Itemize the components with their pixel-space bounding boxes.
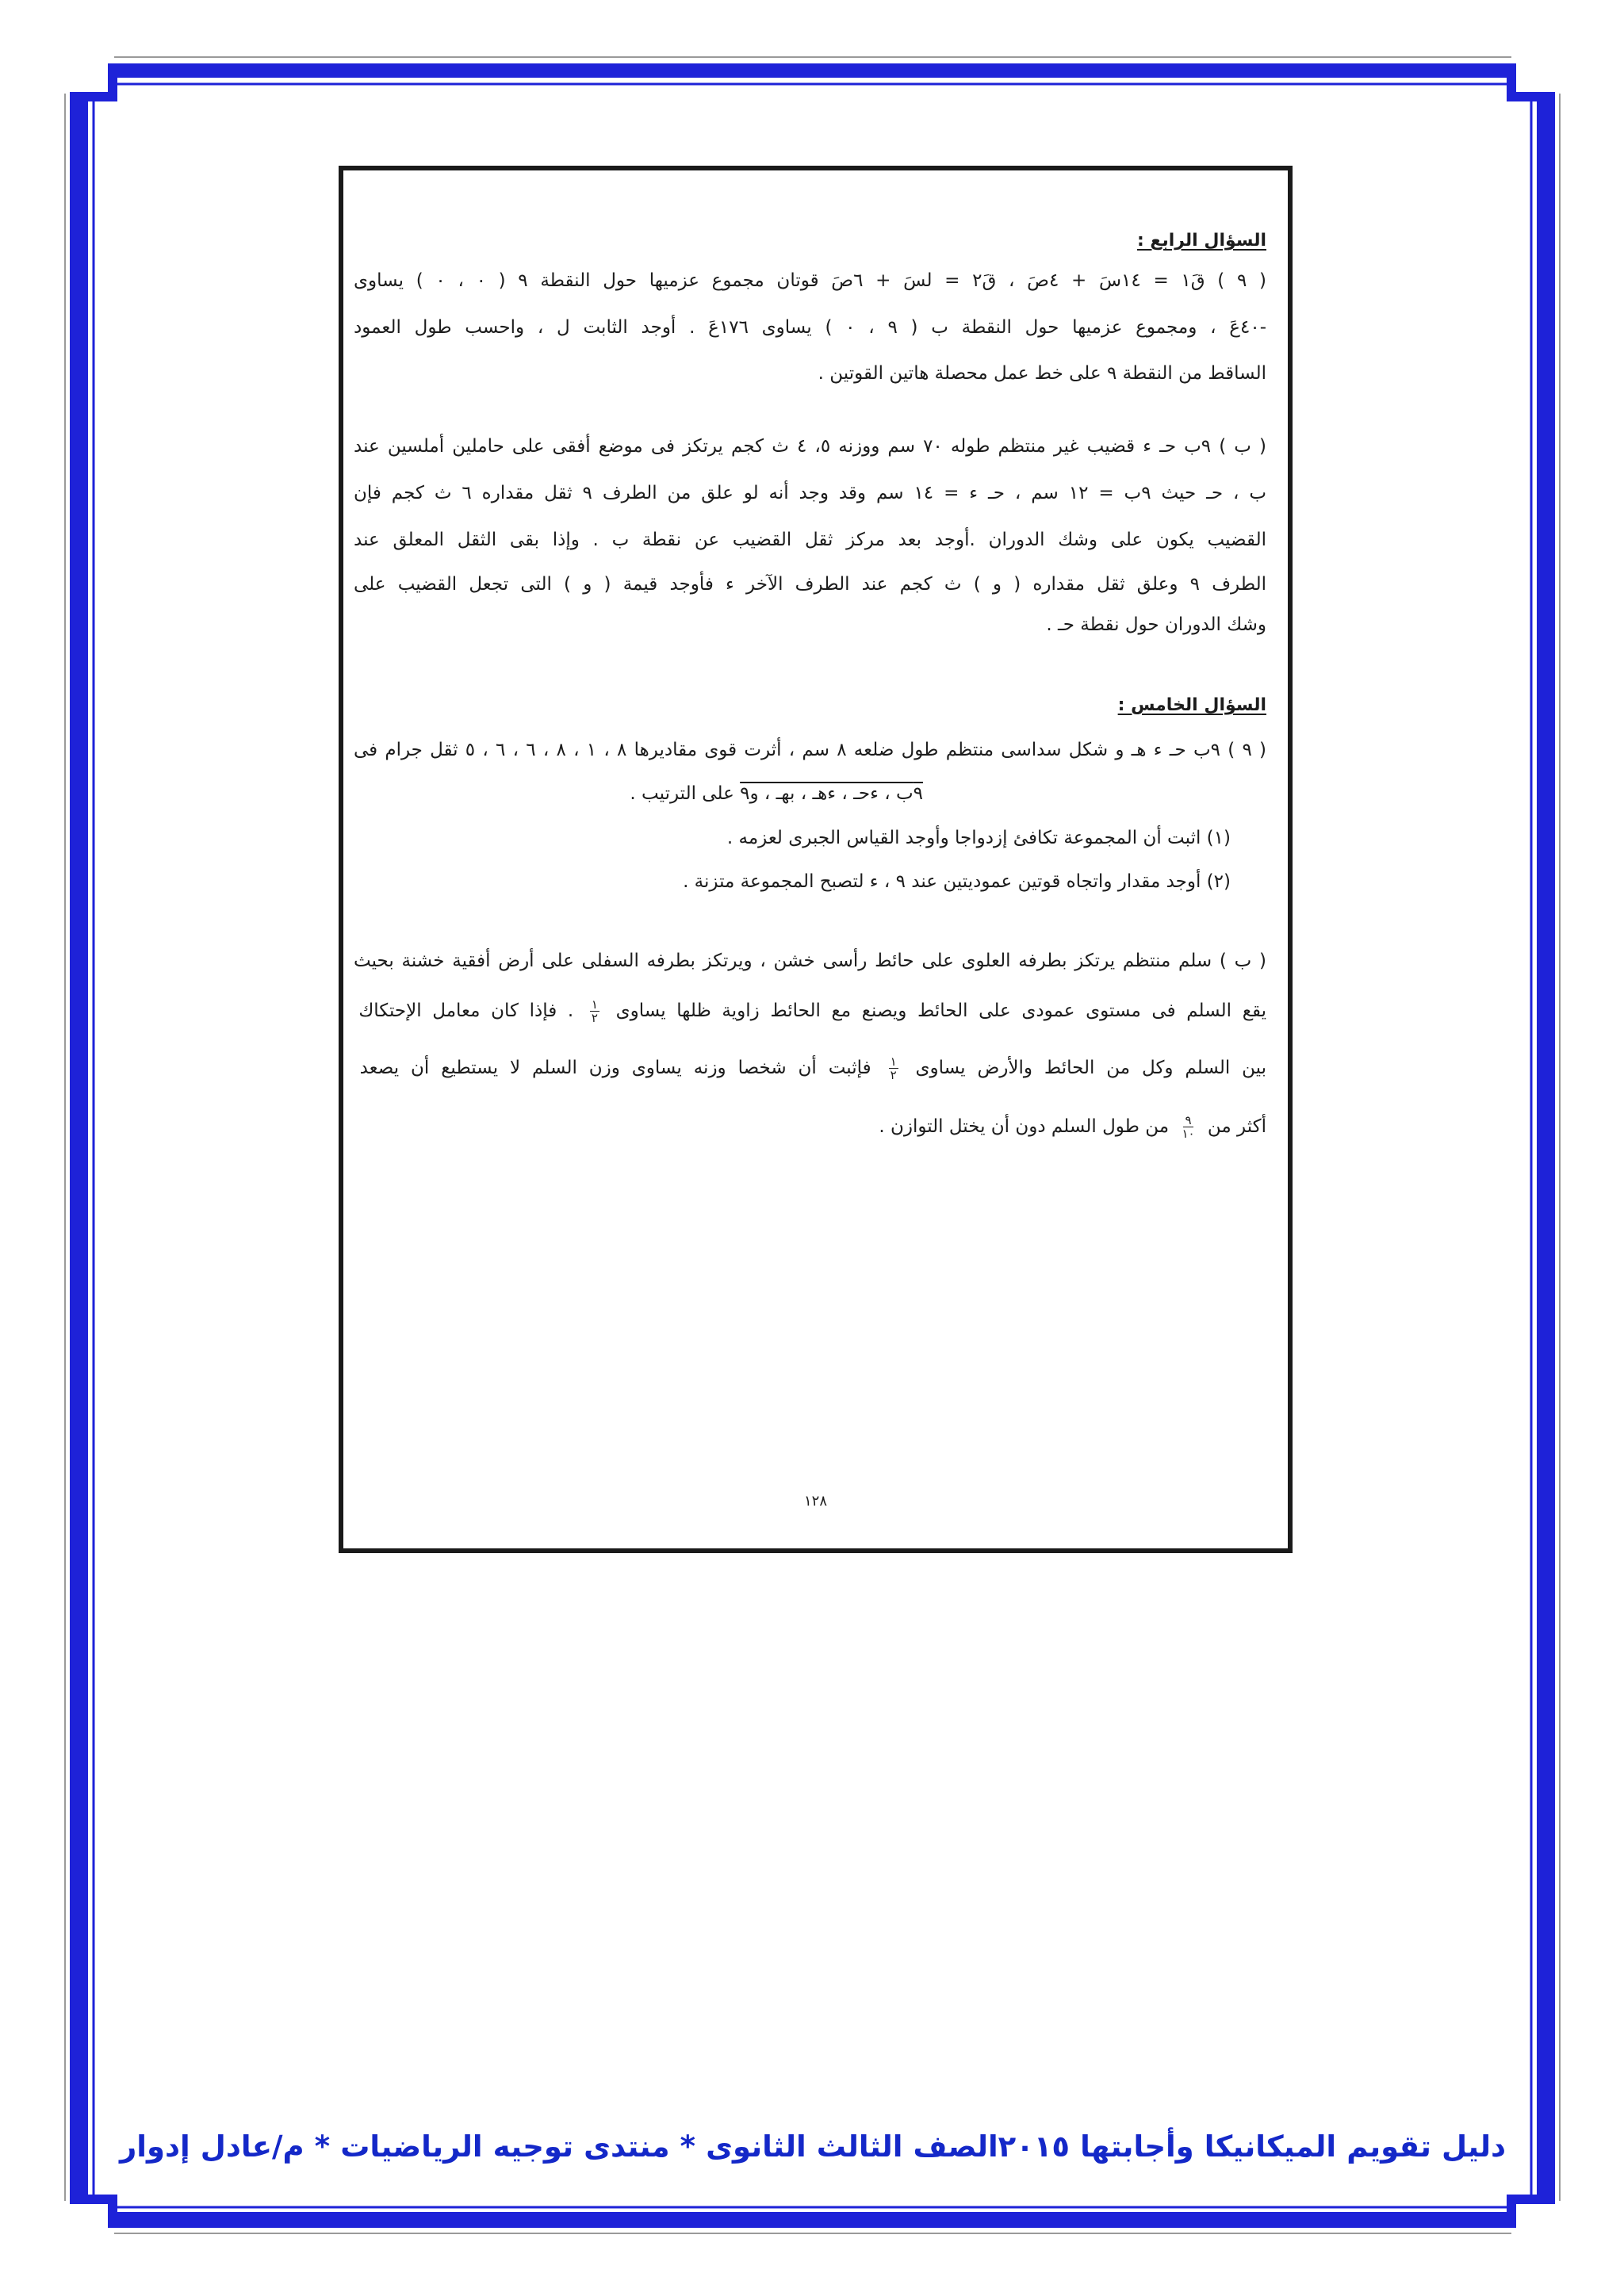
respectively-text: على الترتيب . — [630, 783, 734, 804]
corner-bottom-right-vertical — [1507, 2195, 1516, 2228]
fraction — [889, 1055, 898, 1081]
line-text: الساقط من النقطة ٩ على خط عمل محصلة هاتين القوتين . — [818, 363, 1266, 384]
text-before-fraction: بين السلم وكل من الحائط والأرض يساوى — [915, 1058, 1266, 1078]
corner-top-left-vertical — [108, 63, 117, 101]
q4-part-a-line-1 — [352, 266, 1266, 295]
q5-part-a-item-2 — [352, 867, 1231, 896]
line-text: ب ، حـ حيث ٩ب = ١٢ سم ، حـ ء = ١٤ سم وقد وجد أنه لو علق من الطرف ٩ ثقل مقداره ٦ ث كجم فإن — [354, 483, 1266, 503]
page-number-text: ١٢٨ — [803, 1493, 827, 1510]
fraction-denominator: ٢ — [890, 1068, 897, 1082]
line-text: القضيب يكون على وشك الدوران .أوجد بعد مركز ثقل القضيب عن نقطة ب . وإذا بقى الثقل المعلق عند — [354, 530, 1266, 550]
fraction — [1180, 1114, 1196, 1140]
q5-part-a-vectors-line — [352, 779, 923, 808]
q5-part-b-line-2 — [352, 993, 1266, 1029]
corner-bottom-left-horizontal — [70, 2195, 117, 2204]
line-text — [358, 993, 1266, 1029]
corner-top-right-horizontal — [1507, 92, 1555, 101]
q5-part-b-line-1 — [352, 947, 1266, 975]
footer-banner — [119, 2118, 1507, 2175]
q5-part-b-line-4 — [352, 1108, 1266, 1145]
footer-text: دليل تقويم الميكانيكا وأجابتها ٢٠١٥الصف الثالث الثانوى * منتدى توجيه الرياضيات * م/عادل إدوار — [119, 2130, 1506, 2164]
line-text: (٢) أوجد مقدار واتجاه قوتين عموديتين عند ٩ ، ء لتصبح المجموعة متزنة . — [683, 871, 1231, 892]
q5-part-b-line-3 — [352, 1050, 1266, 1086]
q4-part-b-line-4 — [352, 570, 1266, 599]
q5-part-a-line-1 — [352, 736, 1266, 764]
scanned-page — [339, 166, 1293, 1553]
question-5-heading — [352, 691, 1266, 720]
border-bottom-bar — [114, 2212, 1511, 2228]
text-before-fraction: يقع السلم فى مستوى عمودى على الحائط ويصنع مع الحائط زاوية ظلها يساوى — [615, 1001, 1266, 1021]
line-text — [630, 779, 923, 808]
fraction-numerator: ١ — [591, 997, 598, 1012]
line-text: ( ٩ ) قَ١ = ١٤سَ + ٤صَ ، قَ٢ = لسَ + ٦صَ قوتان مجموع عزميها حول النقطة ٩ ( ٠ ، ٠ ) يساوى — [354, 270, 1266, 291]
border-left-bar — [70, 94, 88, 2201]
line-text — [360, 1050, 1266, 1086]
border-right-bar — [1537, 94, 1555, 2201]
vector-list: ٩ب ، ءحـ ، ءهـ ، بهـ ، و٩ — [740, 783, 923, 804]
fraction-numerator: ١ — [890, 1054, 897, 1069]
heading-text: السؤال الرابع : — [1136, 231, 1266, 251]
text-after-fraction: فإثبت أن شخصا وزنه يساوى وزن السلم لا يستطيع أن يصعد — [359, 1058, 871, 1078]
line-text: (١) اثبت أن المجموعة تكافئ إزدواجا وأوجد القياس الجبرى لعزمه . — [726, 828, 1231, 848]
line-text: ( ب ) سلم منتظم يرتكز بطرفه العلوى على حائط رأسى خشن ، ويرتكز بطرفه السفلى على أرض أفقية خشنة بحيث — [354, 951, 1266, 971]
corner-top-left-horizontal — [70, 92, 117, 101]
q4-part-b-line-1 — [352, 432, 1266, 461]
line-text: وشك الدوران حول نقطة حـ . — [1046, 614, 1266, 635]
heading-text: السؤال الخامس : — [1117, 695, 1266, 715]
fraction-numerator: ٩ — [1185, 1113, 1192, 1127]
q4-part-b-line-2 — [352, 479, 1266, 507]
question-4-heading — [352, 227, 1266, 255]
line-text — [879, 1108, 1266, 1145]
q4-part-b-line-3 — [352, 526, 1266, 554]
fraction-denominator: ٢ — [591, 1011, 598, 1025]
corner-bottom-left-vertical — [108, 2195, 117, 2228]
text-after-fraction: . فإذا كان معامل الإحتكاك — [358, 1001, 574, 1021]
q4-part-a-line-3 — [352, 359, 1266, 388]
text-before-fraction: أكثر من — [1207, 1116, 1266, 1137]
border-top-bar — [114, 63, 1511, 78]
q4-part-b-line-5 — [352, 610, 1266, 639]
q5-part-a-item-1 — [352, 824, 1231, 852]
corner-bottom-right-horizontal — [1507, 2195, 1555, 2204]
line-text: الطرف ٩ وعلق ثقل مقداره ( و ) ث كجم عند الطرف الآخر ء فأوجد قيمة ( و ) التى تجعل القضيب على — [353, 574, 1266, 595]
corner-top-right-vertical — [1507, 63, 1516, 101]
line-text: ( ب ) ٩ب حـ ء قضيب غير منتظم طوله ٧٠ سم ووزنه ٥، ٤ ث كجم يرتكز فى موضع أفقى على حاملين أملسين عند — [354, 436, 1266, 457]
fraction — [590, 998, 599, 1024]
line-text: ( ٩ ) ٩ب حـ ء هـ و شكل سداسى منتظم طول ضلعه ٨ سم ، أثرت قوى مقاديرها ٨ ، ١ ، ٨ ، ٦ ، ٦ ، ٥ ثقل جرام فى — [353, 740, 1266, 760]
fraction-denominator: ١٠ — [1182, 1127, 1195, 1141]
page-number — [343, 1487, 1288, 1516]
line-text: -٤٠عَ ، ومجموع عزميها حول النقطة ب ( ٩ ، ٠ ) يساوى ١٧٦عَ . أوجد الثابت ل ، واحسب طول العمود — [353, 317, 1266, 338]
text-after-fraction: من طول السلم دون أن يختل التوازن . — [879, 1116, 1170, 1137]
q4-part-a-line-2 — [352, 313, 1266, 342]
